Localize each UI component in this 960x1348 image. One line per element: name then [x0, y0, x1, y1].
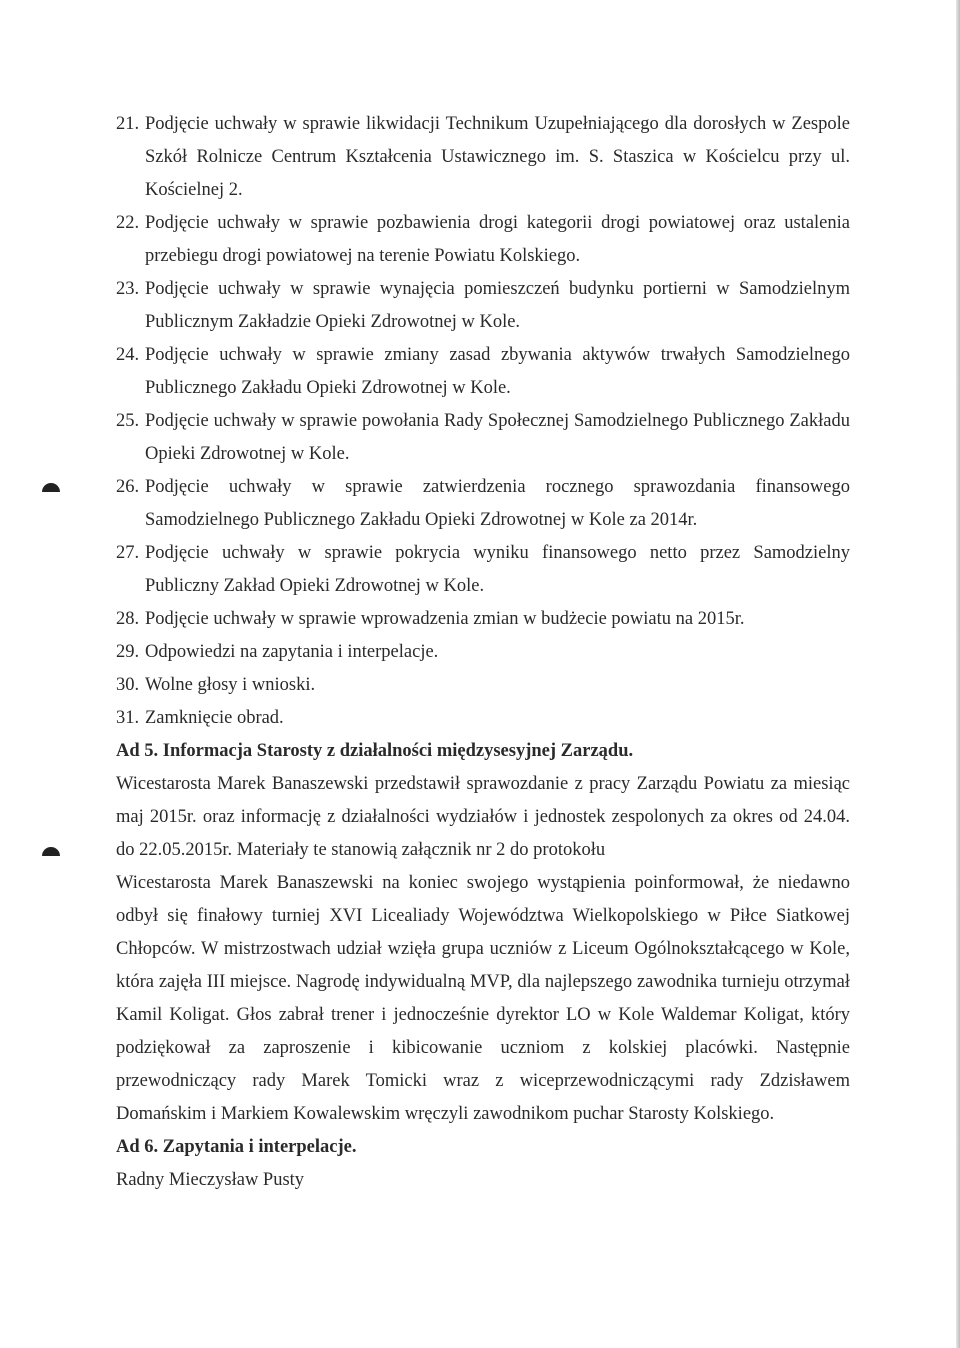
- agenda-item-text: Podjęcie uchwały w sprawie pokrycia wyniku finansowego netto przez Samodzielny Publiczny Zakład Opieki Zdrowotnej w Kole.: [145, 543, 850, 596]
- agenda-item-text: Podjęcie uchwały w sprawie zatwierdzenia rocznego sprawozdania finansowego Samodzielnego Publicznego Zakładu Opieki Zdrowotnej w Kole za 2014r.: [145, 477, 850, 530]
- agenda-item-number: 25.: [116, 411, 140, 431]
- agenda-item-number: 23.: [116, 279, 140, 299]
- agenda-item-text: Podjęcie uchwały w sprawie powołania Rady Społecznej Samodzielnego Publicznego Zakładu Opieki Zdrowotnej w Kole.: [145, 411, 850, 464]
- agenda-item: [116, 471, 850, 537]
- agenda-item: [116, 405, 850, 471]
- agenda-item-number: 22.: [116, 213, 140, 233]
- agenda-item: [116, 603, 850, 636]
- agenda-item-number: 28.: [116, 609, 140, 629]
- agenda-item-text: Podjęcie uchwały w sprawie wynajęcia pomieszczeń budynku portierni w Samodzielnym Publicznym Zakładzie Opieki Zdrowotnej w Kole.: [145, 279, 850, 332]
- agenda-item: [116, 273, 850, 339]
- page-edge-shadow: [956, 0, 960, 1348]
- ad5-paragraph: Wicestarosta Marek Banaszewski przedstawił sprawozdanie z pracy Zarządu Powiatu za miesiąc maj 2015r. oraz informację z działalności wydziałów i jednostek zespolonych za okres od 24.04. do 22.05.2015r. Materiały te stanowią załącznik nr 2 do protokołu: [116, 774, 850, 860]
- agenda-item-text: Podjęcie uchwały w sprawie zmiany zasad zbywania aktywów trwałych Samodzielnego Publicznego Zakładu Opieki Zdrowotnej w Kole.: [145, 345, 850, 398]
- agenda-item-number: 31.: [116, 708, 140, 728]
- agenda-item-number: 29.: [116, 642, 140, 662]
- agenda-item: [116, 207, 850, 273]
- agenda-item-number: 26.: [116, 477, 140, 497]
- agenda-item: [116, 537, 850, 603]
- agenda-item-number: 30.: [116, 675, 140, 695]
- agenda-item-text: Zamknięcie obrad.: [145, 708, 284, 728]
- agenda-item: [116, 636, 850, 669]
- agenda-item: [116, 669, 850, 702]
- agenda-item: [116, 702, 850, 735]
- agenda-item-text: Podjęcie uchwały w sprawie pozbawienia drogi kategorii drogi powiatowej oraz ustalenia przebiegu drogi powiatowej na terenie Powiatu Kolskiego.: [145, 213, 850, 266]
- ad5-paragraph: Wicestarosta Marek Banaszewski na koniec swojego wystąpienia poinformował, że niedawno odbył się finałowy turniej XVI Licealiady Województwa Wielkopolskiego w Piłce Siatkowej Chłopców. W mistrzostwach udział wzięła grupa uczniów z Liceum Ogólnokształcącego w Kole, która zajęła III miejsce. Nagrodę indywidualną MVP, dla najlepszego zawodnika turnieju otrzymał Kamil Koligat. Głos zabrał trener i jednocześnie dyrektor LO w Kole Waldemar Koligat, który podziękował za zaproszenie i kibicowanie uczniom z kolskiej placówki. Następnie przewodniczący rady Marek Tomicki wraz z wiceprzewodniczącymi rady Zdzisławem Domańskim i Markiem Kowalewskim wręczyli zawodnikom puchar Starosty Kolskiego.: [116, 873, 850, 1124]
- section-heading-ad5: Ad 5. Informacja Starosty z działalności międzysesyjnej Zarządu.: [116, 741, 634, 761]
- punch-hole-mark: [42, 483, 60, 492]
- agenda-list: [116, 108, 850, 1197]
- agenda-item: [116, 108, 850, 207]
- agenda-item-number: 24.: [116, 345, 140, 365]
- agenda-item-number: 27.: [116, 543, 140, 563]
- section-heading-ad6: Ad 6. Zapytania i interpelacje.: [116, 1137, 357, 1157]
- agenda-item: [116, 339, 850, 405]
- agenda-item-number: 21.: [116, 114, 140, 134]
- agenda-item-text: Podjęcie uchwały w sprawie wprowadzenia zmian w budżecie powiatu na 2015r.: [145, 609, 745, 629]
- punch-hole-mark: [42, 847, 60, 856]
- agenda-item-text: Wolne głosy i wnioski.: [145, 675, 316, 695]
- agenda-item-text: Podjęcie uchwały w sprawie likwidacji Technikum Uzupełniającego dla dorosłych w Zespole Szkół Rolnicze Centrum Kształcenia Ustawicznego im. S. Staszica w Kościelcu przy ul. Kościelnej 2.: [145, 114, 850, 200]
- agenda-item-text: Odpowiedzi na zapytania i interpelacje.: [145, 642, 439, 662]
- ad6-paragraph: Radny Mieczysław Pusty: [116, 1170, 305, 1190]
